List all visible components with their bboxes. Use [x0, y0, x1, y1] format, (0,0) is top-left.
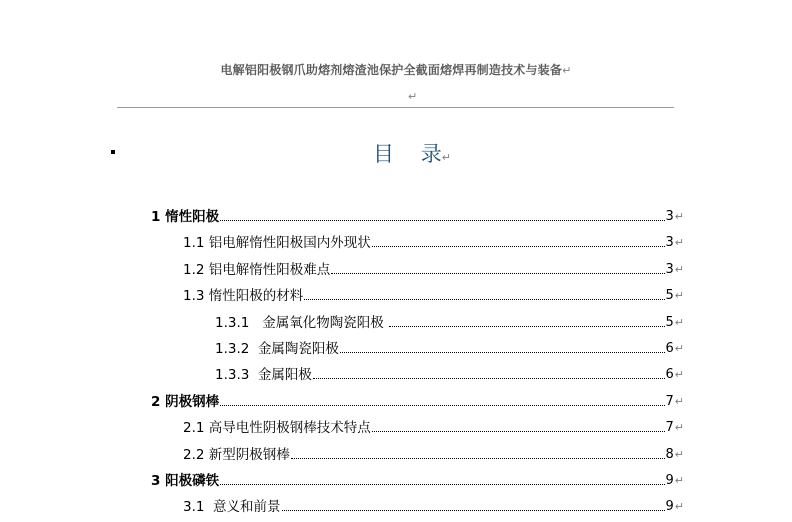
- toc-leader-dots: [220, 404, 664, 406]
- toc-entry-pilcrow: ↵: [674, 289, 684, 303]
- toc-leader-dots: [389, 325, 664, 327]
- toc-entry-label: 3 阳极磷铁: [151, 473, 220, 489]
- toc-entry-label: 1.2 铝电解惰性阳极难点: [183, 261, 331, 278]
- toc-entry-label: 1.3.1 金属氧化物陶瓷阳极: [215, 314, 389, 331]
- toc-entry[interactable]: [183, 438, 684, 464]
- toc-entry-pilcrow: ↵: [674, 315, 684, 329]
- toc-leader-dots: [340, 351, 665, 353]
- toc-entry-page-number: 6: [665, 341, 674, 356]
- toc-entry[interactable]: [215, 358, 684, 384]
- toc-entry-pilcrow: ↵: [674, 474, 684, 487]
- toc-entry-pilcrow: ↵: [674, 394, 684, 408]
- toc-leader-dots: [304, 298, 664, 300]
- toc-entry-pilcrow: ↵: [674, 447, 684, 461]
- toc-leader-dots: [331, 272, 664, 274]
- toc-entry-label: 2 阴极钢棒: [151, 393, 220, 410]
- toc-entry-pilcrow: ↵: [674, 421, 684, 435]
- toc-entry-page-number: 3: [665, 261, 674, 277]
- toc-entry-page-number: 5: [665, 314, 674, 330]
- toc-entry-label: 2.2 新型阴极钢棒: [183, 446, 290, 463]
- toc-entry-page-number: 9: [665, 473, 674, 488]
- toc-entry[interactable]: [215, 332, 684, 358]
- header-empty-line-pilcrow: ↵: [408, 90, 418, 103]
- toc-entry-pilcrow: ↵: [674, 342, 684, 355]
- toc-entry-page-number: 7: [665, 393, 674, 409]
- toc-leader-dots: [313, 377, 665, 379]
- toc-entry[interactable]: [183, 253, 684, 279]
- toc-entry-label: 1 惰性阳极: [151, 209, 220, 225]
- toc-entry-page-number: 5: [665, 288, 674, 304]
- toc-entry-pilcrow: ↵: [674, 500, 684, 514]
- toc-entry-page-number: 6: [665, 367, 674, 383]
- toc-entry-label: 1.3 惰性阳极的材料: [183, 288, 304, 305]
- toc-entry-page-number: 9: [665, 499, 674, 515]
- toc-title-text: 目 录: [373, 142, 442, 166]
- toc-leader-dots: [282, 509, 665, 511]
- toc-entry-page-number: 3: [665, 209, 674, 224]
- header-title: 电解铝阳极钢爪助熔剂熔渣池保护全截面熔焊再制造技术与装备: [220, 63, 563, 77]
- toc-entry-pilcrow: ↵: [674, 368, 684, 382]
- toc-entry-label: 1.1 铝电解惰性阳极国内外现状: [183, 235, 371, 252]
- toc-entry[interactable]: [183, 279, 684, 305]
- toc-entry-pilcrow: ↵: [674, 262, 684, 276]
- toc-entry-label: 1.3.3 金属阳极: [215, 367, 312, 384]
- toc-leader-dots: [220, 483, 664, 485]
- header-divider: [117, 107, 674, 108]
- toc-entry[interactable]: [151, 200, 684, 226]
- toc-entry[interactable]: [183, 226, 684, 252]
- toc-entry-pilcrow: ↵: [674, 210, 684, 223]
- toc-entry-page-number: 3: [665, 235, 674, 251]
- toc-entry[interactable]: [183, 490, 684, 516]
- toc-entry-page-number: 7: [665, 420, 674, 436]
- page-header: [0, 61, 792, 78]
- toc-entry-page-number: 8: [665, 446, 674, 462]
- toc-entry-label: 1.3.2 金属陶瓷阳极: [215, 341, 339, 357]
- toc-title-pilcrow: ↵: [441, 151, 451, 164]
- toc-entry-pilcrow: ↵: [674, 236, 684, 250]
- toc-entry[interactable]: [151, 385, 684, 411]
- toc-entry-label: 3.1 意义和前景: [183, 499, 281, 516]
- toc-leader-dots: [372, 430, 665, 432]
- header-pilcrow: ↵: [562, 64, 572, 77]
- toc-title: [373, 138, 451, 168]
- toc-entry[interactable]: [151, 464, 684, 490]
- toc-entry[interactable]: [215, 306, 684, 332]
- toc-leader-dots: [291, 457, 665, 459]
- toc-entry-label: 2.1 高导电性阴极钢棒技术特点: [183, 420, 371, 437]
- paragraph-mark-bullet: [111, 150, 115, 154]
- toc-leader-dots: [220, 219, 664, 221]
- toc-entry[interactable]: [183, 411, 684, 437]
- toc-leader-dots: [372, 245, 665, 247]
